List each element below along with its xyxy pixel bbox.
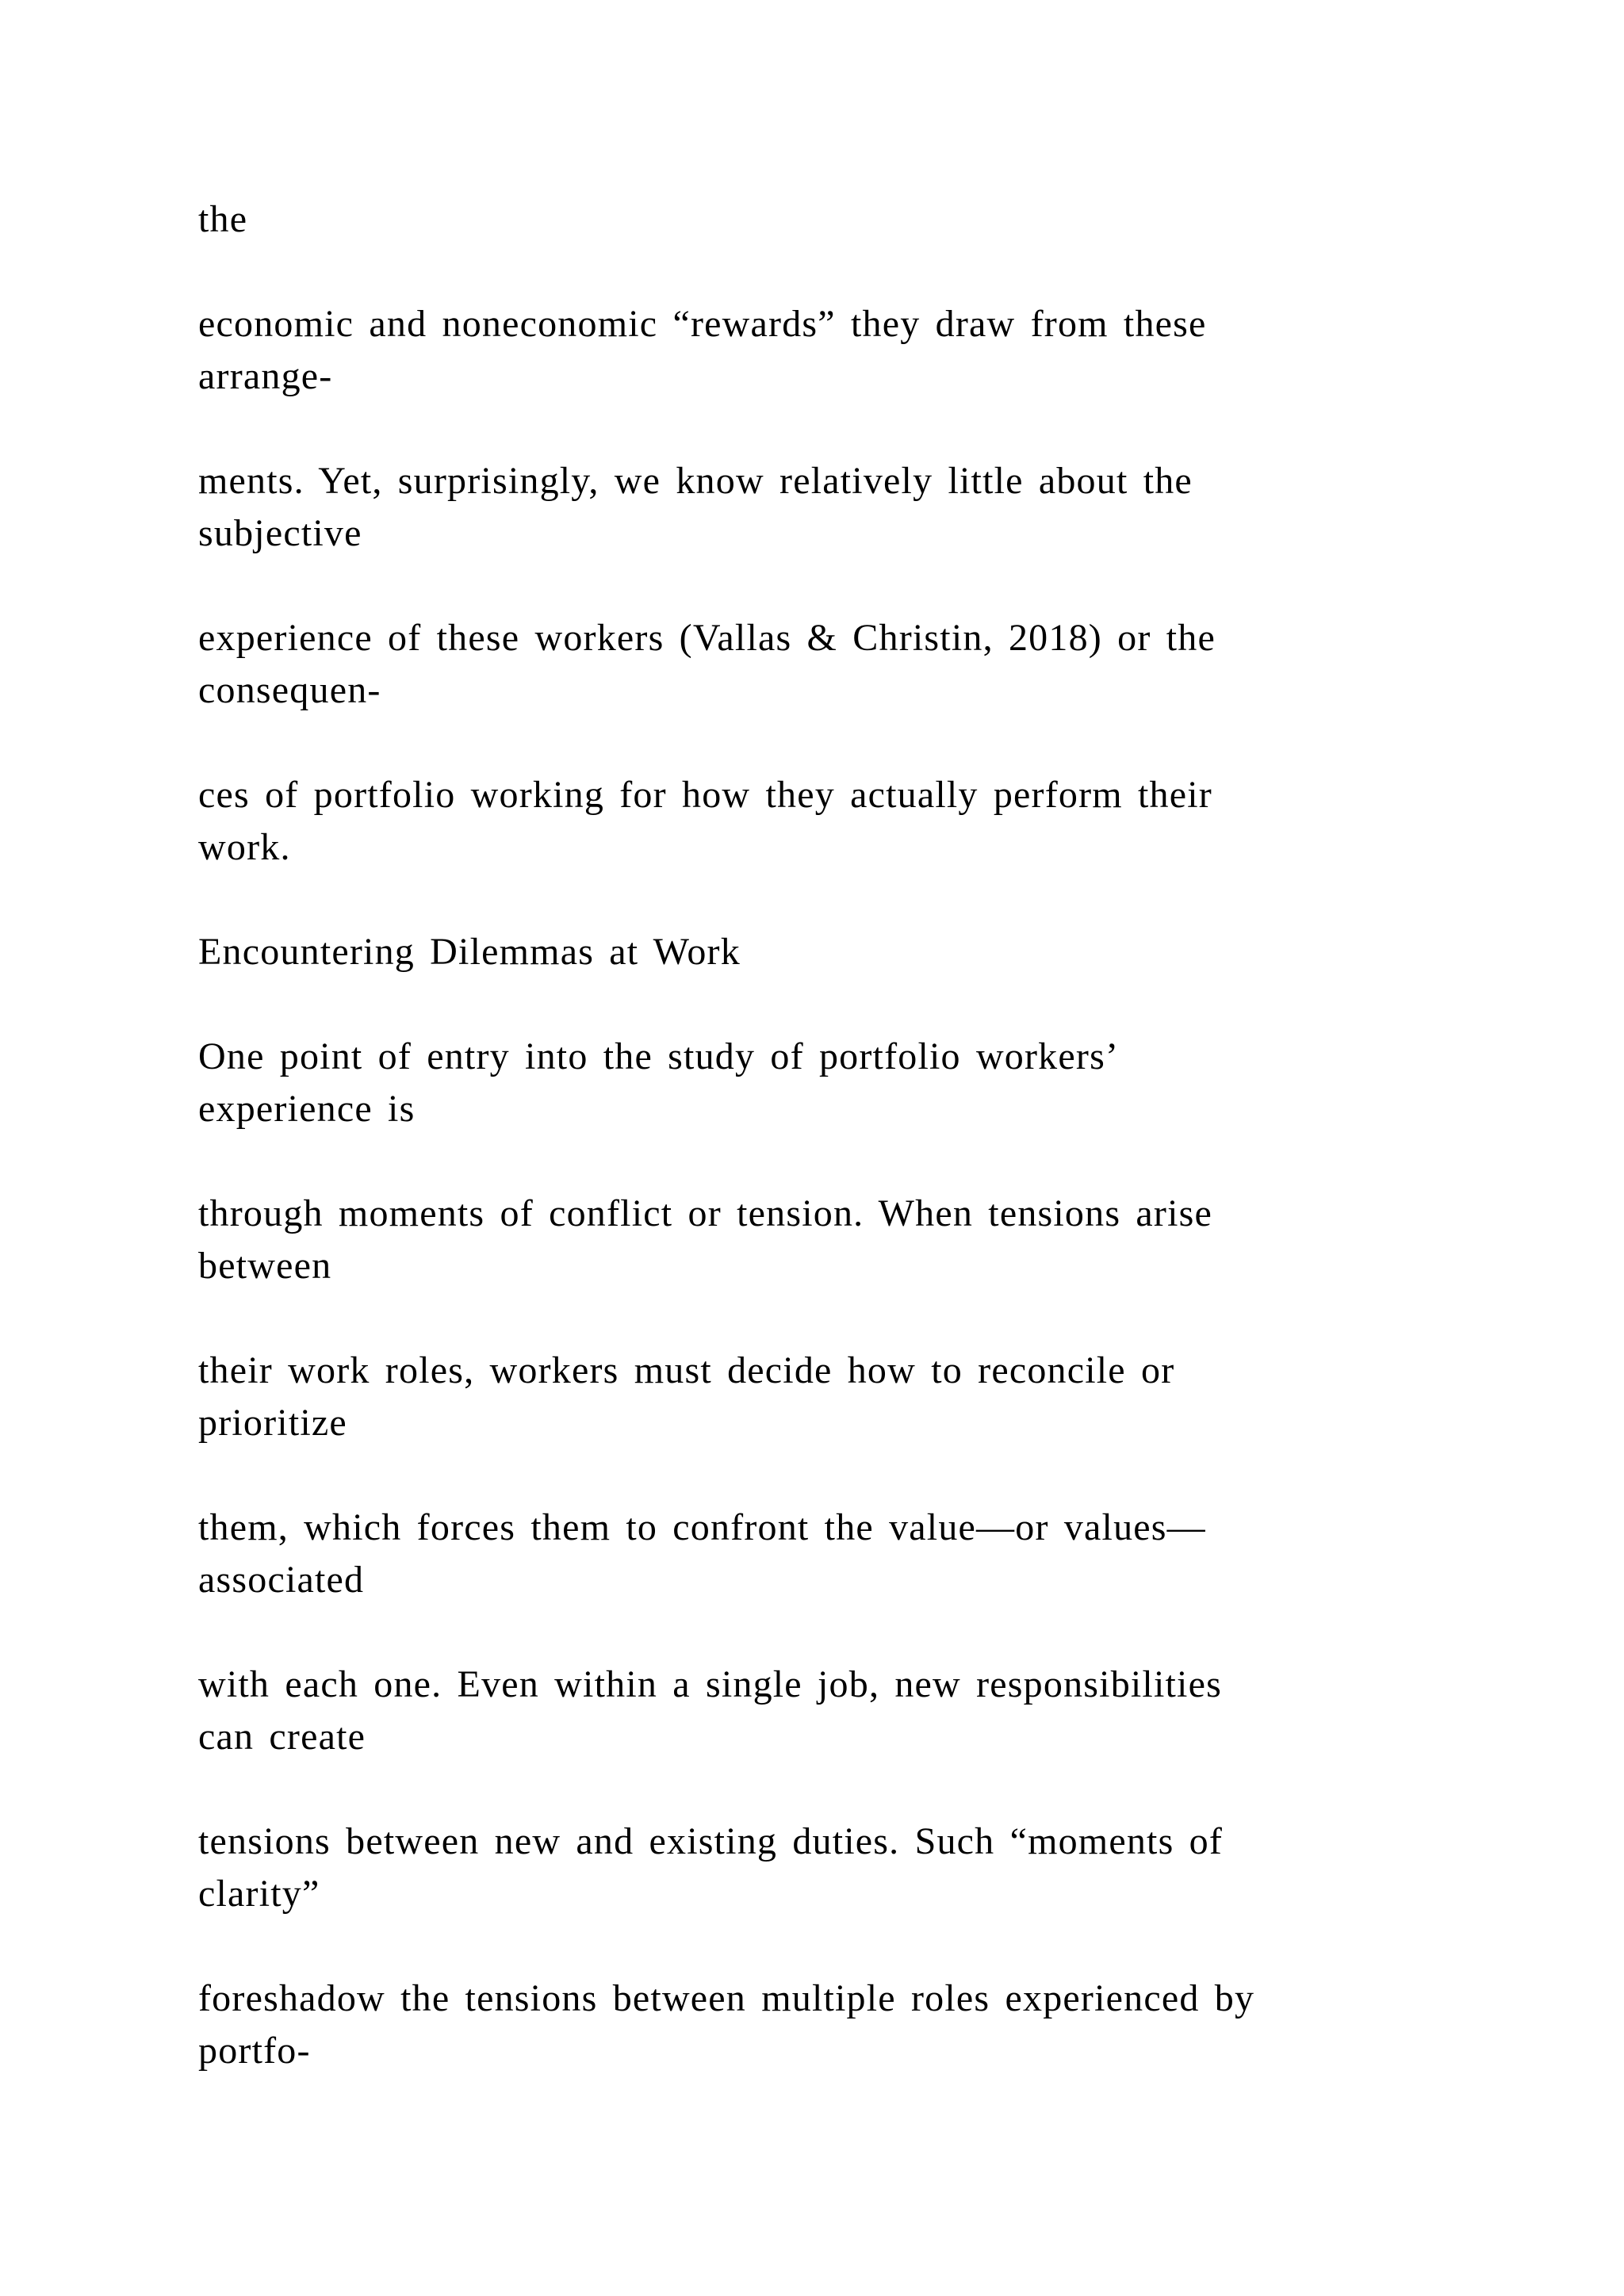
paragraph: tensions between new and existing duties. Such “moments of clarity” xyxy=(198,1820,1224,1915)
paragraph: their work roles, workers must decide how to reconcile or prioritize xyxy=(198,1349,1175,1444)
paragraph: One point of entry into the study of portfolio workers’ experience is xyxy=(198,1035,1120,1130)
paragraph: economic and noneconomic “rewards” they draw from these arrange- xyxy=(198,303,1207,397)
paragraph: ments. Yet, surprisingly, we know relatively little about the subjective xyxy=(198,460,1193,554)
paragraph: foreshadow the tensions between multiple roles experienced by portfo- xyxy=(198,1977,1255,2072)
paragraph: them, which forces them to confront the value—or values— associated xyxy=(198,1506,1206,1601)
paragraph: with each one. Even within a single job, new responsibilities can create xyxy=(198,1663,1222,1758)
section-heading: Encountering Dilemmas at Work xyxy=(198,931,741,973)
paragraph: ces of portfolio working for how they actually perform their work. xyxy=(198,774,1212,868)
paragraph: through moments of conflict or tension. When tensions arise between xyxy=(198,1192,1213,1287)
text-line: the xyxy=(198,198,248,240)
paragraph: experience of these workers (Vallas & Christin, 2018) or the consequen- xyxy=(198,617,1216,711)
